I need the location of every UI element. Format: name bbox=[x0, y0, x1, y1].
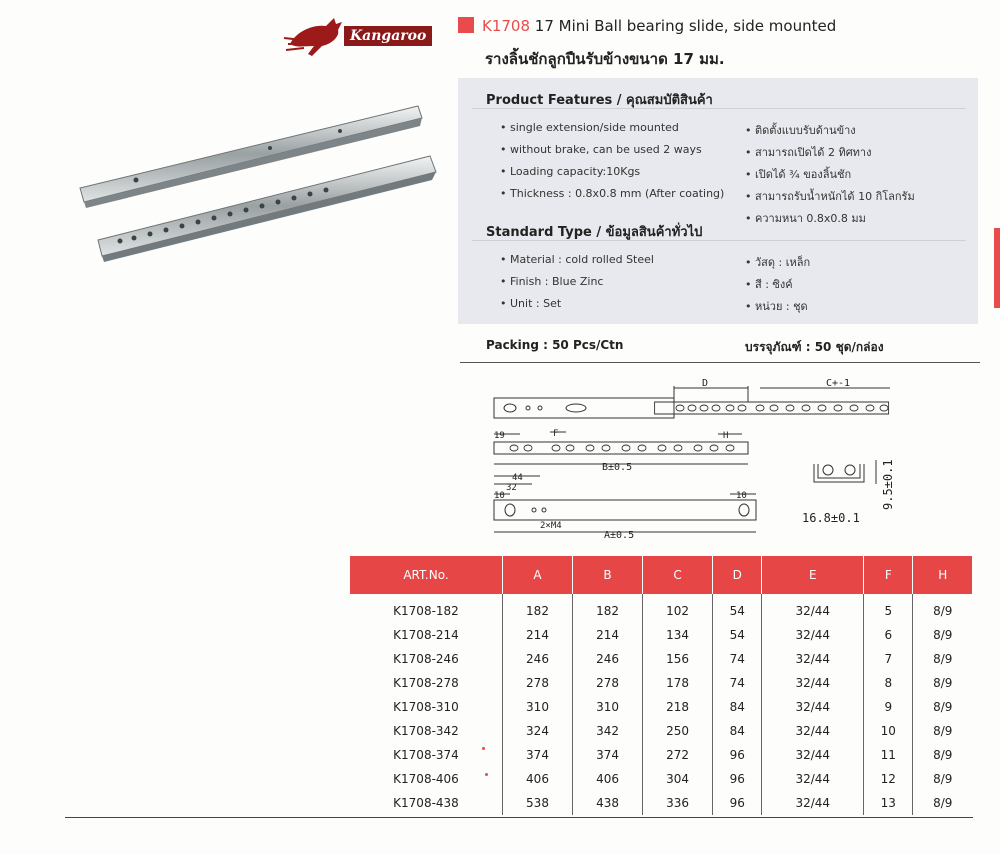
cell: 272 bbox=[643, 743, 713, 767]
standard-item-thai: • สี : ซิงค์ bbox=[745, 275, 793, 293]
product-subtitle-thai: รางลิ้นชักลูกปืนรับข้างขนาด 17 มม. bbox=[485, 50, 725, 68]
dim-label-a: A±0.5 bbox=[604, 530, 635, 541]
product-code: K1708 bbox=[482, 17, 531, 35]
cell: 278 bbox=[503, 671, 573, 695]
dim-label-c: C+-1 bbox=[826, 378, 851, 389]
red-dot bbox=[485, 773, 488, 776]
cell: 32/44 bbox=[762, 695, 864, 719]
cell: 310 bbox=[503, 695, 573, 719]
cell: 374 bbox=[573, 743, 643, 767]
cell: 310 bbox=[573, 695, 643, 719]
cell: 11 bbox=[864, 743, 913, 767]
cell: 134 bbox=[643, 623, 713, 647]
cell: 32/44 bbox=[762, 671, 864, 695]
cell: 7 bbox=[864, 647, 913, 671]
cell: 178 bbox=[643, 671, 713, 695]
cell: 214 bbox=[573, 623, 643, 647]
cell: 54 bbox=[713, 594, 762, 623]
cell: 9 bbox=[864, 695, 913, 719]
dim-label-b: B±0.5 bbox=[602, 462, 633, 473]
cell: 8 bbox=[864, 671, 913, 695]
dim-label-m4: 2×M4 bbox=[540, 521, 562, 531]
col-header: A bbox=[503, 556, 573, 594]
standard-heading: Standard Type / ข้อมูลสินค้าทั่วไป bbox=[486, 225, 703, 240]
cell: 96 bbox=[713, 743, 762, 767]
table-row bbox=[350, 671, 972, 695]
cell: 74 bbox=[713, 647, 762, 671]
cell: 84 bbox=[713, 695, 762, 719]
table-row bbox=[350, 695, 972, 719]
cell: 32/44 bbox=[762, 647, 864, 671]
dim-label-height: 9.5±0.1 bbox=[881, 459, 895, 510]
cell: 32/44 bbox=[762, 791, 864, 815]
cell: 32/44 bbox=[762, 767, 864, 791]
cell: 8/9 bbox=[933, 676, 953, 690]
standard-item: • Unit : Set bbox=[500, 297, 561, 310]
spec-table bbox=[350, 556, 972, 815]
cell: 278 bbox=[573, 671, 643, 695]
packing-en: Packing : 50 Pcs/Ctn bbox=[486, 338, 624, 352]
standard-item: • Finish : Blue Zinc bbox=[500, 275, 603, 288]
table-row bbox=[350, 623, 972, 647]
cell: 96 bbox=[713, 791, 762, 815]
cell: 8/9 bbox=[933, 652, 953, 666]
dim-label-10-left: 10 bbox=[494, 491, 505, 501]
cell: 8/9 bbox=[933, 796, 953, 810]
cell: 32/44 bbox=[762, 594, 864, 623]
feature-item-thai: • ความหนา 0.8x0.8 มม bbox=[745, 209, 866, 227]
cell: 5 bbox=[864, 594, 913, 623]
cell: K1708-214 bbox=[350, 623, 503, 647]
cell: 342 bbox=[573, 719, 643, 743]
divider bbox=[460, 362, 980, 363]
col-header: C bbox=[643, 556, 713, 594]
table-row bbox=[350, 594, 972, 623]
cell: 156 bbox=[643, 647, 713, 671]
cell: 54 bbox=[713, 623, 762, 647]
cell: 74 bbox=[713, 671, 762, 695]
table-row bbox=[350, 719, 972, 743]
cell: K1708-438 bbox=[350, 791, 503, 815]
cell: 96 bbox=[713, 767, 762, 791]
cell: 324 bbox=[503, 719, 573, 743]
cell: 84 bbox=[713, 719, 762, 743]
table-row bbox=[350, 743, 972, 767]
cell: 246 bbox=[573, 647, 643, 671]
cell: 8/9 bbox=[933, 772, 953, 786]
col-header: D bbox=[713, 556, 762, 594]
cell: 182 bbox=[573, 594, 643, 623]
dim-label-10-right: 10 bbox=[736, 491, 747, 501]
feature-item: • Loading capacity:10Kgs bbox=[500, 165, 640, 178]
cell: K1708-246 bbox=[350, 647, 503, 671]
edge-tab bbox=[994, 228, 1000, 308]
col-header: B bbox=[573, 556, 643, 594]
feature-item-thai: • สามารถรับน้ำหนักได้ 10 กิโลกรัม bbox=[745, 187, 915, 205]
dim-label-h: H bbox=[723, 431, 729, 441]
feature-item-thai: • ติดตั้งแบบรับด้านข้าง bbox=[745, 121, 856, 139]
standard-item: • Material : cold rolled Steel bbox=[500, 253, 654, 266]
col-header: ART.No. bbox=[350, 556, 503, 594]
cell: 218 bbox=[643, 695, 713, 719]
feature-item: • single extension/side mounted bbox=[500, 121, 679, 134]
table-row bbox=[350, 767, 972, 791]
cell: 438 bbox=[573, 791, 643, 815]
features-heading: Product Features / คุณสมบัติสินค้า bbox=[486, 93, 713, 108]
kangaroo-icon bbox=[282, 14, 352, 58]
cell: K1708-374 bbox=[350, 743, 503, 767]
cell: 10 bbox=[864, 719, 913, 743]
cell: 6 bbox=[864, 623, 913, 647]
packing-th: บรรจุภัณฑ์ : 50 ชุด/กล่อง bbox=[745, 340, 884, 354]
cell: 182 bbox=[503, 594, 573, 623]
divider bbox=[472, 108, 966, 109]
slide-product-photo bbox=[70, 100, 440, 270]
cell: 12 bbox=[864, 767, 913, 791]
cell: 13 bbox=[864, 791, 913, 815]
cell: K1708-342 bbox=[350, 719, 503, 743]
divider bbox=[472, 240, 966, 241]
cell: K1708-310 bbox=[350, 695, 503, 719]
cell: 32/44 bbox=[762, 623, 864, 647]
cell: 374 bbox=[503, 743, 573, 767]
feature-item-thai: • เปิดได้ ¾ ของลิ้นชัก bbox=[745, 165, 851, 183]
cell: 304 bbox=[643, 767, 713, 791]
red-dot bbox=[482, 747, 485, 750]
cell: 8/9 bbox=[933, 700, 953, 714]
cell: 8/9 bbox=[933, 724, 953, 738]
feature-item: • without brake, can be used 2 ways bbox=[500, 143, 702, 156]
dim-label-f: F bbox=[553, 429, 559, 439]
dim-label-width: 16.8±0.1 bbox=[802, 511, 860, 525]
title-marker bbox=[458, 17, 474, 33]
cell: 32/44 bbox=[762, 743, 864, 767]
cell: 336 bbox=[643, 791, 713, 815]
product-title bbox=[482, 17, 836, 35]
standard-item-thai: • วัสดุ : เหล็ก bbox=[745, 253, 810, 271]
brand-name: Kangaroo bbox=[344, 26, 432, 46]
cell: 406 bbox=[503, 767, 573, 791]
product-name: 17 Mini Ball bearing slide, side mounted bbox=[534, 17, 837, 35]
feature-item: • Thickness : 0.8x0.8 mm (After coating) bbox=[500, 187, 724, 200]
cell: K1708-406 bbox=[350, 767, 503, 791]
col-header: F bbox=[864, 556, 913, 594]
cell: 250 bbox=[643, 719, 713, 743]
cell: 214 bbox=[503, 623, 573, 647]
footer-rule bbox=[65, 817, 973, 818]
brand-logo bbox=[282, 14, 440, 58]
cell: 538 bbox=[503, 791, 573, 815]
dim-label-32: 32 bbox=[506, 483, 517, 493]
table-row bbox=[350, 791, 972, 815]
standard-item-thai: • หน่วย : ชุด bbox=[745, 297, 808, 315]
cell: 246 bbox=[503, 647, 573, 671]
cell: 8/9 bbox=[933, 604, 953, 618]
table-row bbox=[350, 647, 972, 671]
cell: K1708-182 bbox=[350, 594, 503, 623]
cell: K1708-278 bbox=[350, 671, 503, 695]
cell: 32/44 bbox=[762, 719, 864, 743]
cell: 8/9 bbox=[933, 748, 953, 762]
technical-drawing bbox=[480, 372, 900, 542]
dim-label-44: 44 bbox=[512, 473, 523, 483]
cell: 406 bbox=[573, 767, 643, 791]
feature-item-thai: • สามารถเปิดได้ 2 ทิศทาง bbox=[745, 143, 871, 161]
dim-label-d: D bbox=[702, 378, 709, 389]
table-header-row bbox=[350, 556, 972, 594]
col-header: E bbox=[762, 556, 864, 594]
cell: 8/9 bbox=[933, 628, 953, 642]
dim-label-19: 19 bbox=[494, 431, 505, 441]
col-header: H bbox=[913, 556, 972, 594]
cell: 102 bbox=[643, 594, 713, 623]
